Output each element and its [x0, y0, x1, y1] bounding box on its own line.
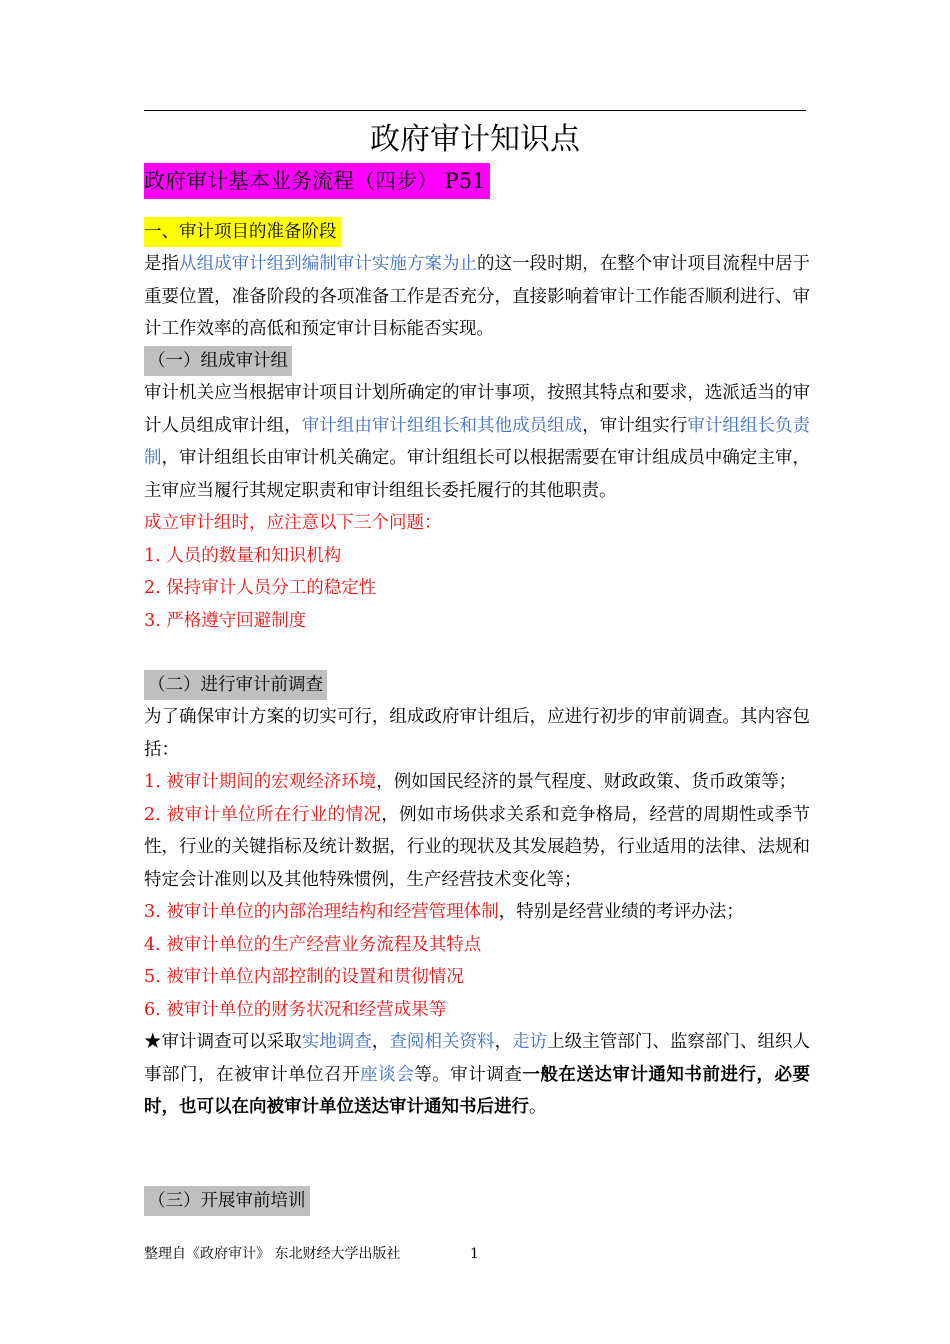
star-note — [144, 1026, 810, 1124]
list-item: 3. 严格遵守回避制度 — [144, 610, 307, 631]
list-item — [144, 961, 810, 994]
list-item-highlight: 5. 被审计单位内部控制的设置和贯彻情况 — [144, 967, 464, 987]
stage1-intro — [144, 248, 810, 346]
sub1-highlight-b: 审计组由审计组组长和其他成员组成 — [301, 415, 583, 436]
sub2-heading-block — [144, 669, 810, 702]
list-item-text: ，例如国民经济的景气程度、财政政策、货币政策等； — [376, 772, 797, 792]
sub1-paragraph — [144, 377, 810, 507]
list-item-highlight: 6. 被审计单位的财务状况和经营成果等 — [144, 999, 447, 1020]
sub1-text-e: ，审计组组长由审计机关确定。审计组组长可以根据需要在审计组成员中确定主审，主审应当履行其规定职责和审计组组长委托履行的其他职责。 — [144, 448, 811, 501]
list-item-text: ，例如市场供求关系和竞争格局，经营的周期性或季节性，行业的关键指标及统计数据，行业的现状及其发展趋势，行业适用的法律、法规和特定会计准则以及其他特殊惯例，生产经营技术变化等； — [144, 804, 810, 890]
sub1-heading-block — [144, 345, 810, 378]
star-highlight: 座谈会 — [360, 1064, 415, 1085]
star-highlight: 走访 — [512, 1032, 548, 1052]
list-item — [144, 799, 810, 897]
list-item: 1. 人员的数量和知识机构 — [144, 545, 342, 566]
sub1-text-a: 审计机关应当根据审计项目计划所确定的审计事项，按照其特点和要求，选派适当的审计人员组成审计组， — [144, 383, 810, 436]
sub2-heading: （二）进行审计前调查 — [144, 670, 327, 700]
sub3-heading-block — [144, 1185, 810, 1218]
star-highlight: 查阅相关资料 — [389, 1032, 495, 1052]
section-heading-block — [144, 163, 810, 200]
page-footer — [144, 1244, 479, 1264]
intro-text: 是指 — [144, 254, 180, 274]
star-text: 等。审计调查 — [414, 1064, 523, 1085]
list-item-highlight: 4. 被审计单位的生产经营业务流程及其特点 — [144, 934, 482, 955]
section-heading: 政府审计基本业务流程（四步） P51 — [144, 163, 490, 199]
sub3-heading: （三）开展审前培训 — [144, 1186, 310, 1216]
sub1-note: 成立审计组时，应注意以下三个问题： — [144, 513, 442, 533]
sub1-text-c: ，审计组实行 — [582, 415, 688, 436]
star-text: ， — [371, 1032, 390, 1052]
intro-text-rest: 的这一段时期，在整个审计项目流程中居于重要位置，准备阶段的各项准备工作是否充分，直接影响着审计工作能否顺利进行、审计工作效率的高低和预定审计目标能否实现。 — [144, 254, 811, 339]
sub2-intro: 为了确保审计方案的切实可行，组成政府审计组后，应进行初步的审前调查。其内容包括： — [144, 707, 810, 760]
sub1-heading: （一）组成审计组 — [144, 346, 292, 376]
sub1-body — [144, 377, 810, 637]
list-item — [144, 994, 810, 1027]
list-item-highlight: 1. 被审计期间的宏观经济环境 — [144, 772, 377, 792]
list-item-highlight: 2. 被审计单位所在行业的情况 — [144, 804, 382, 825]
star-highlight: 实地调查 — [301, 1032, 372, 1052]
footer-source: 整理自《政府审计》 东北财经大学出版社 — [144, 1246, 401, 1262]
header-rule — [144, 110, 806, 111]
list-item-text: ，特别是经营业绩的考评办法； — [498, 902, 744, 922]
star-text: ， — [494, 1032, 513, 1052]
list-item-highlight: 3. 被审计单位的内部治理结构和经营管理体制 — [144, 902, 499, 922]
sub1-highlight-d: 审计组组长负责制 — [144, 415, 811, 468]
intro-highlight: 从组成审计组到编制审计实施方案为止 — [179, 254, 478, 274]
star-text: 上级主管部门、监察部门、组织人事部门，在被审计单位召开 — [144, 1032, 811, 1085]
list-item — [144, 766, 810, 799]
star-text: 。 — [529, 1097, 547, 1117]
list-item — [144, 896, 810, 929]
stage1-heading-block — [144, 216, 810, 249]
sub2-body — [144, 701, 810, 1124]
stage1-intro-paragraph — [144, 248, 810, 346]
star-bold: 一般在送达审计通知书前进行，必要时，也可以在向被审计单位送达审计通知书后进行 — [144, 1064, 811, 1117]
page-number: 1 — [470, 1246, 479, 1262]
star-text: ★审计调查可以采取 — [144, 1032, 302, 1052]
stage1-heading: 一、审计项目的准备阶段 — [144, 217, 341, 247]
list-item — [144, 929, 810, 962]
page-title: 政府审计知识点 — [370, 122, 580, 157]
list-item: 2. 保持审计人员分工的稳定性 — [144, 578, 377, 598]
